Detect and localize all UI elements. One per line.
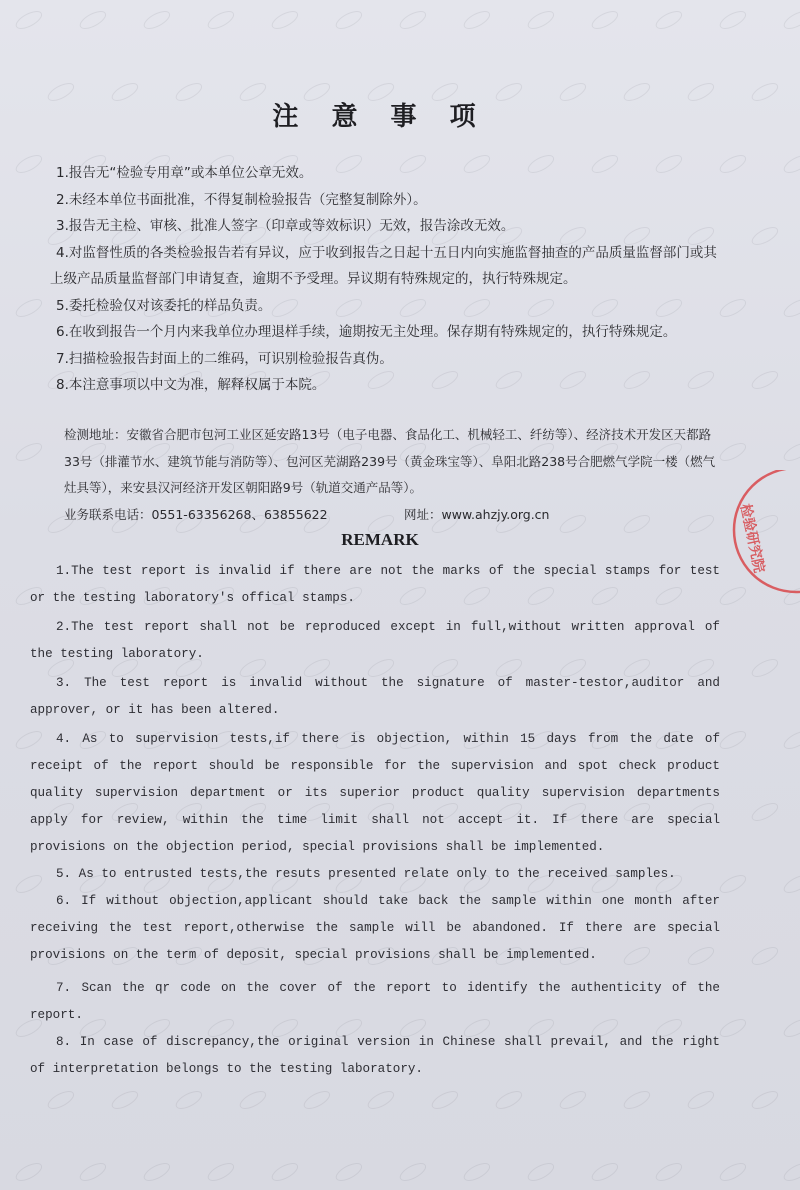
en-remark-item: 5. As to entrusted tests,the resuts presented relate only to the received samples. xyxy=(56,867,676,881)
testing-address-block xyxy=(64,422,724,502)
chinese-notes-list xyxy=(50,160,720,399)
english-remarks-list xyxy=(30,558,720,1083)
en-remark-item: 3. The test report is invalid without the signature of master-testor,auditor and approver, or it has been altered. xyxy=(30,676,720,717)
en-remark-item: 7. Scan the qr code on the cover of the report to identify the authenticity of the report. xyxy=(30,981,720,1022)
testing-address: 检测地址：安徽省合肥市包河工业区延安路13号（电子电器、食品化工、机械轻工、纤纺等）、经济技术开发区天都路33号（排灌节水、建筑节能与消防等）、包河区芜湖路239号（黄金珠宝等）、阜阳北路238号合肥燃气学院一楼（燃气灶具等），来安县汉河经济开发区朝阳路9号（轨道交通产品等）。 xyxy=(64,427,716,495)
cn-note-item: 8.本注意事项以中文为准，解释权属于本院。 xyxy=(56,377,326,393)
cn-note-item: 6.在收到报告一个月内来我单位办理退样手续，逾期按无主处理。保存期有特殊规定的，执行特殊规定。 xyxy=(56,324,677,340)
contact-row xyxy=(64,502,724,528)
business-phone: 业务联系电话：0551-63356268、63855622 xyxy=(64,507,328,522)
remark-heading: REMARK xyxy=(341,530,419,549)
cn-note-item: 2.未经本单位书面批准，不得复制检验报告（完整复制除外）。 xyxy=(56,191,427,208)
cn-note-item: 5.委托检验仅对该委托的样品负责。 xyxy=(56,297,272,314)
website-address: 网址：www.ahzjy.org.cn xyxy=(404,507,550,522)
en-remark-item: 6. If without objection,applicant should take back the sample within one month after receiving the test report,otherwise the sample will be abandoned. If there are special provisions on the term of deposit, special provisions shall be implemented. xyxy=(30,894,720,962)
cn-note-item: 7.扫描检验报告封面上的二维码，可识别检验报告真伪。 xyxy=(56,350,393,367)
page-title: 注 意 事 项 xyxy=(272,102,488,132)
cn-note-item: 1.报告无“检验专用章”或本单位公章无效。 xyxy=(56,165,313,181)
en-remark-item: 4. As to supervision tests,if there is objection, within 15 days from the date of receipt of the report should be responsible for the supervision and spot check product quality supervision department or its superior product quality supervision departments apply for review, within the time limit shall not accept it. If there are special provisions on the objection period, special provisions shall be implemented. xyxy=(30,732,720,854)
en-remark-item: 1.The test report is invalid if there are not the marks of the special stamps for test or the testing laboratory's offical stamps. xyxy=(30,564,720,605)
seal-text: 检验研究院 xyxy=(736,502,767,575)
en-remark-item: 2.The test report shall not be reproduced except in full,without written approval of the testing laboratory. xyxy=(30,620,720,661)
en-remark-item: 8. In case of discrepancy,the original version in Chinese shall prevail, and the right of interpretation belongs to the testing laboratory. xyxy=(30,1035,720,1076)
cn-note-item: 4.对监督性质的各类检验报告若有异议，应于收到报告之日起十五日内向实施监督抽查的产品质量监督部门或其上级产品质量监督部门申请复查，逾期不予受理。异议期有特殊规定的，执行特殊规定。 xyxy=(50,244,717,287)
official-seal-stamp xyxy=(708,470,800,600)
cn-note-item: 3.报告无主检、审核、批准人签字（印章或等效标识）无效，报告涂改无效。 xyxy=(56,218,515,234)
